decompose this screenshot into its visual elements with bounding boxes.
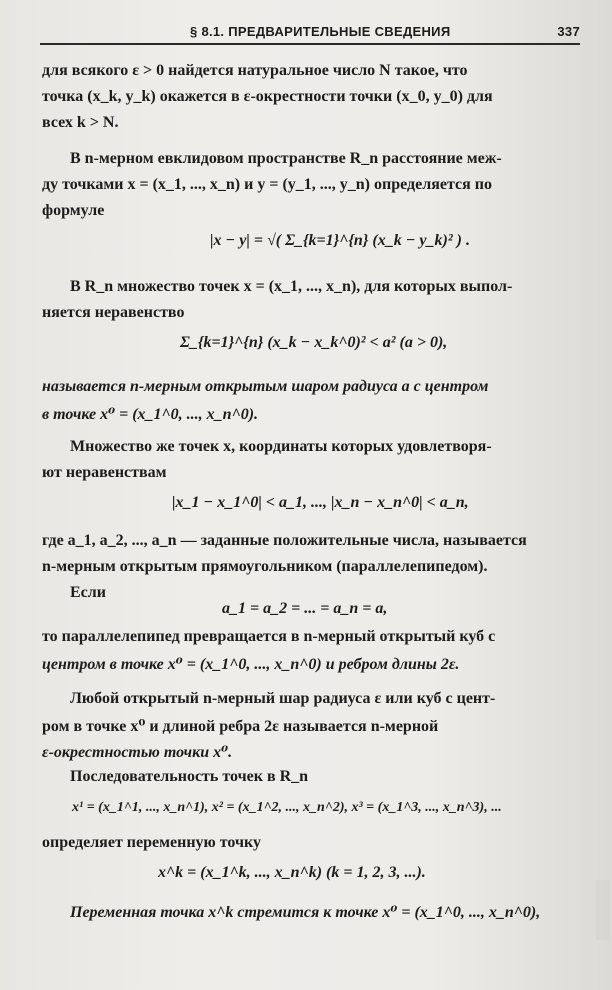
page-edge-shadow <box>596 880 610 940</box>
header-title: § 8.1. ПРЕДВАРИТЕЛЬНЫЕ СВЕДЕНИЯ <box>190 24 451 39</box>
text-line-10: в точке x⁰ = (x_1^0, ..., x_n^0). <box>42 406 259 423</box>
text-line-23: Переменная точка x^k стремится к точке x⁰ = (x_1^0, ..., x_n^0), <box>70 904 541 921</box>
formula-distance: |x − y| = √( Σ_{k=1}^{n} (x_k − y_k)² ) . <box>210 232 470 249</box>
text-line-6: формуле <box>42 202 105 219</box>
text-line-22: определяет переменную точку <box>42 834 262 851</box>
text-line-7: В R_n множество точек x = (x_1, ..., x_n), для которых выпол- <box>70 278 513 295</box>
header-rule <box>40 43 580 45</box>
text-line-14: n-мерным открытым прямоугольником (параллелепипедом). <box>42 558 488 575</box>
text-line-4: В n-мерном евклидовом пространстве R_n расстояние меж- <box>70 150 502 167</box>
text-line-15: Если <box>70 584 106 601</box>
text-line-5: ду точками x = (x_1, ..., x_n) и y = (y_1, ..., y_n) определяется по <box>42 176 492 193</box>
text-line-3: всех k > N. <box>42 114 119 131</box>
text-line-1: для всякого ε > 0 найдется натуральное число N такое, что <box>42 62 468 79</box>
text-line-8: няется неравенство <box>42 304 185 321</box>
formula-variable-point: x^k = (x_1^k, ..., x_n^k) (k = 1, 2, 3, ...). <box>158 864 426 881</box>
formula-sequence: x¹ = (x_1^1, ..., x_n^1), x² = (x_1^2, ..., x_n^2), x³ = (x_1^3, ..., x_n^3), ... <box>72 800 502 815</box>
text-line-20: ε-окрестностью точки x⁰. <box>42 744 233 761</box>
text-line-2: точка (x_k, y_k) окажется в ε-окрестности точки (x_0, y_0) для <box>42 88 493 105</box>
formula-rect: |x_1 − x_1^0| < a_1, ..., |x_n − x_n^0| < a_n, <box>172 494 469 511</box>
text-line-12: ют неравенствам <box>42 464 167 481</box>
text-line-21: Последовательность точек в R_n <box>70 768 309 785</box>
text-line-16: то параллелепипед превращается в n-мерный открытый куб с <box>42 628 496 645</box>
formula-cube: a_1 = a_2 = ... = a_n = a, <box>222 600 388 617</box>
running-header <box>40 22 588 42</box>
text-line-17: центром в точке x⁰ = (x_1^0, ..., x_n^0) и ребром длины 2ε. <box>42 656 460 673</box>
text-line-19: ром в точке x⁰ и длиной ребра 2ε называется n-мерной <box>42 718 439 735</box>
text-line-9: называется n-мерным открытым шаром радиуса a с центром <box>42 378 489 395</box>
page-number: 337 <box>557 24 580 39</box>
text-line-11: Множество же точек x, координаты которых удовлетворя- <box>70 438 492 455</box>
text-line-13: где a_1, a_2, ..., a_n — заданные положительные числа, называется <box>42 532 527 549</box>
formula-ball: Σ_{k=1}^{n} (x_k − x_k^0)² < a² (a > 0), <box>180 334 448 351</box>
text-line-18: Любой открытый n-мерный шар радиуса ε или куб с цент- <box>70 690 496 707</box>
